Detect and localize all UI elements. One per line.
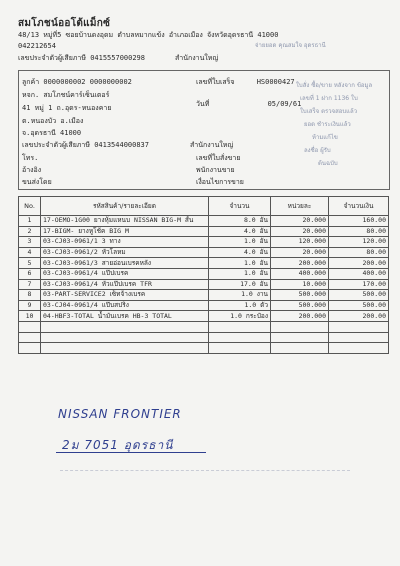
row-qty: 4.0 อัน [209,226,271,237]
doc-date [196,100,301,109]
blank-cell [271,321,329,332]
table-row [19,237,389,248]
row-unit-price: 20.000 [271,247,329,258]
row-unit-price: 20.000 [271,226,329,237]
table-row [19,279,389,290]
doc-date-value: 05/09/61 [267,100,302,108]
row-no: 6 [19,268,41,279]
side-stamp-line-1: ใบสั่ง ซื้อ/ขาย หลังจาก ข้อมูล [296,82,373,89]
row-description: 03-CJ03-0961/1 3 ทาง [41,237,209,248]
vendor-tax-id-label: เลขประจำตัวผู้เสียภาษี [18,54,86,62]
row-unit-price: 10.000 [271,279,329,290]
row-no: 10 [19,311,41,322]
customer-tax-id-value: 0413544000837 [94,141,149,149]
table-row [19,268,389,279]
customer-address-2: ต.หนองบัว อ.เมือง [22,117,84,125]
doc-date-label: วันที่ [196,100,210,108]
items-header-row [19,197,389,216]
items-body [19,216,389,354]
row-unit-price: 120.000 [271,237,329,248]
col-header-qty: จำนวน [209,197,271,216]
row-description: 17-BIGM- ยางหูโช้ค BIG M [41,226,209,237]
blank-cell [271,332,329,343]
doc-number-label: เลขที่ใบเสร็จ [196,78,235,86]
vendor-tax-id [18,54,145,63]
vendor-tax-id-value: 0415557000298 [90,54,145,62]
customer-ship-label: ขนส่งโดย [22,178,52,186]
row-description: 03-CJ03-0961/4 หัวแป๊ปเบรค TFR [41,279,209,290]
row-no: 3 [19,237,41,248]
side-stamp-line-4: ยอด ชำระเงินแล้ว [304,121,351,128]
row-description: 03-CJ04-0961/4 แป๊บสปริง [41,300,209,311]
row-description: 03-CJ03-0961/3 สายอ่อนเบรคหลัง [41,258,209,269]
blank-cell [19,343,41,354]
row-qty: 1.0 กระป๋อง [209,311,271,322]
blank-cell [41,332,209,343]
row-amount: 400.00 [329,268,389,279]
row-unit-price: 200.000 [271,258,329,269]
row-unit-price: 200.000 [271,311,329,322]
table-row [19,290,389,301]
row-amount: 80.00 [329,247,389,258]
row-amount: 500.00 [329,300,389,311]
row-amount: 170.00 [329,279,389,290]
table-row [19,247,389,258]
row-unit-price: 400.000 [271,268,329,279]
blank-cell [41,343,209,354]
blank-row [19,332,389,343]
doc-order-no-label: เลขที่ใบสั่งขาย [196,154,241,162]
row-no: 9 [19,300,41,311]
table-row [19,311,389,322]
customer-company: หจก. สมโภชน์คาร์เซ็นเตอร์ [22,91,110,99]
blank-cell [271,343,329,354]
side-stamp-line-7: ต้นฉบับ [318,160,338,167]
col-header-description: รหัสสินค้า/รายละเอียด [41,197,209,216]
row-unit-price: 500.000 [271,300,329,311]
row-qty: 8.0 อัน [209,216,271,227]
handwritten-license-plate: 2ม 7051 อุดรธานี [62,438,174,452]
row-amount: 160.00 [329,216,389,227]
row-description: 03-CJ03-0961/4 แป๊ปเบรค [41,268,209,279]
row-description: 03-PART-SERVICE2 เซ็ทจ้างเบรค [41,290,209,301]
blank-cell [41,321,209,332]
vendor-phone: 042212654 [18,42,56,50]
blank-row [19,321,389,332]
row-amount: 80.00 [329,226,389,237]
row-qty: 1.0 ตัว [209,300,271,311]
row-qty: 1.0 อัน [209,237,271,248]
doc-terms-label: เงื่อนไขการขาย [196,178,244,186]
table-row [19,226,389,237]
row-description: 03-CJ03-0961/2 หัวโลหม [41,247,209,258]
table-row [19,300,389,311]
row-amount: 120.00 [329,237,389,248]
row-qty: 1.0 อัน [209,268,271,279]
side-stamp-line-3: ใบเสร็จ ตรวจสอบแล้ว [300,108,358,115]
customer-branch: สำนักงานใหญ่ [190,141,234,149]
blank-row [19,343,389,354]
blank-cell [209,343,271,354]
row-qty: 1.0 อัน [209,258,271,269]
row-no: 5 [19,258,41,269]
customer-code [22,78,132,87]
col-header-amount: จำนวนเงิน [329,197,389,216]
blank-cell [209,332,271,343]
blank-cell [19,321,41,332]
row-description: 17-OEMO-1G00 ยางหุ้มแหนบ NISSAN BIG-M สั้น [41,216,209,227]
doc-number [196,78,295,87]
header-stamp: จ่ายยอด คุณสมใจ อุดรธานี [255,42,326,49]
row-qty: 4.0 อัน [209,247,271,258]
col-header-unit-price: หน่วยละ [271,197,329,216]
customer-code-value: 0000000002 0000000002 [43,78,132,86]
row-unit-price: 20.000 [271,216,329,227]
customer-address-1: 41 หมู่ 1 ถ.อุดร-หนองคาย [22,104,112,112]
row-no: 4 [19,247,41,258]
row-amount: 200.00 [329,311,389,322]
handwritten-vehicle-model: NISSAN FRONTIER [58,407,182,421]
table-row [19,258,389,269]
row-no: 1 [19,216,41,227]
row-amount: 500.00 [329,290,389,301]
customer-ref-label: อ้างอิง [22,166,42,174]
handwriting-underline [56,452,206,453]
faint-divider [60,470,350,471]
row-no: 2 [19,226,41,237]
doc-number-value: HS0000427 [256,78,295,86]
side-stamp-line-6: ลงชื่อ ผู้รับ [304,147,331,154]
blank-cell [209,321,271,332]
vendor-name: สมโภชน์ออโต้แม็กซ์ [18,18,111,29]
row-qty: 17.0 อัน [209,279,271,290]
row-unit-price: 500.000 [271,290,329,301]
customer-tax-id-label: เลขประจำตัวผู้เสียภาษี [22,141,90,149]
customer-address-3: จ.อุดรธานี 41000 [22,129,82,137]
row-description: 04-HBF3-TOTAL น้ำมันเบรค HB-3 TOTAL [41,311,209,322]
side-stamp-line-2: เลขที่ 1 ฝาก 1136 ใบ [300,95,358,102]
table-row [19,216,389,227]
row-no: 7 [19,279,41,290]
col-header-no: No. [19,197,41,216]
side-stamp-line-5: ห้ามแก้ไข [312,134,338,141]
row-amount: 200.00 [329,258,389,269]
customer-tax-id [22,141,149,150]
blank-cell [19,332,41,343]
blank-cell [329,343,389,354]
vendor-address: 48/13 หมู่ที่5 ซอยบ้านดงอุดม ตำบลหมากแข้ง อำเภอเมือง จังหวัดอุดรธานี 41000 [18,31,279,39]
items-table [18,196,389,354]
vendor-branch: สำนักงานใหญ่ [175,54,219,62]
blank-cell [329,321,389,332]
row-qty: 1.0 งาน [209,290,271,301]
customer-phone-label: โทร. [22,154,39,162]
customer-code-label: ลูกค้า [22,78,40,86]
blank-cell [329,332,389,343]
doc-salesperson-label: พนักงานขาย [196,166,235,174]
row-no: 8 [19,290,41,301]
